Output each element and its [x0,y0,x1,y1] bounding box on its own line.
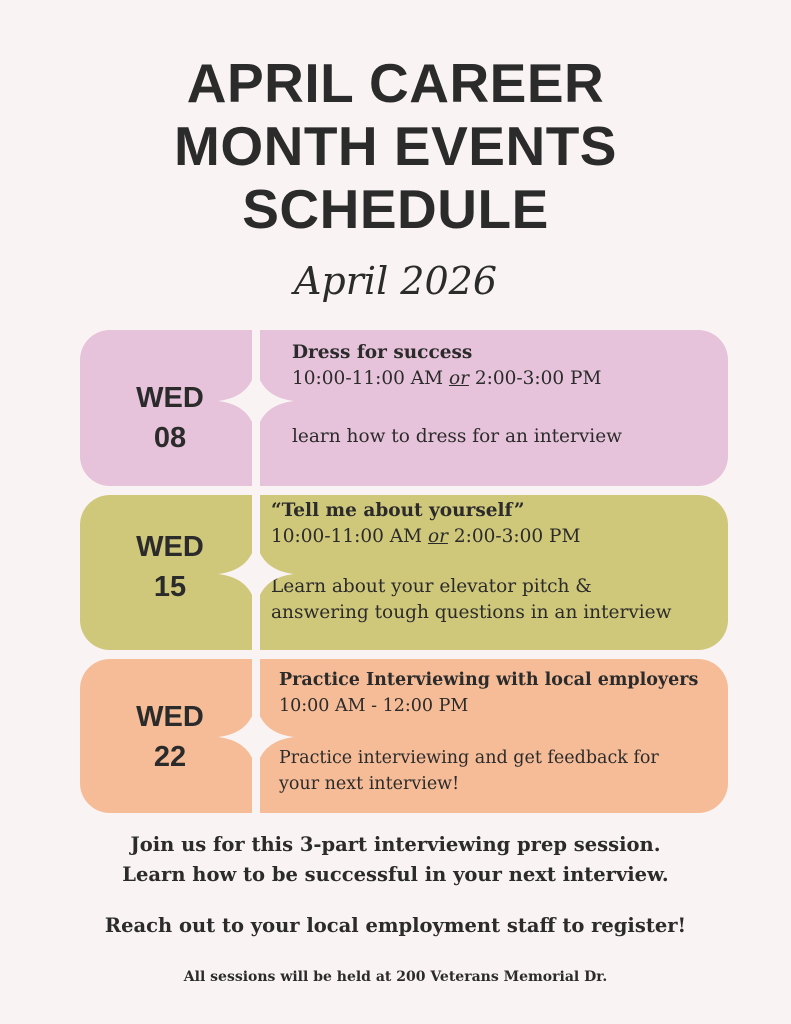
event-time-or: or [448,368,469,389]
event-day: WED [136,531,204,563]
page-title [0,52,791,241]
title-line-2: MONTH EVENTS [174,115,617,177]
footer-register: Reach out to your local employment staff to register! [104,914,687,937]
event-description-line-2: your next interview! [279,774,460,794]
event-title: Practice Interviewing with local employers [279,670,699,690]
event-day: WED [136,382,204,414]
event-info-box [260,330,728,486]
event-time-option-a: 10:00-11:00 AM [271,526,423,547]
footer-location: All sessions will be held at 200 Veterans Memorial Dr. [183,969,608,985]
event-details [279,667,698,797]
event-info-box [260,495,728,650]
event-time [279,693,698,719]
footer-intro [0,830,791,890]
title-line-1: APRIL CAREER [186,52,605,114]
event-description-line-2: answering tough questions in an interview [271,602,672,623]
event-time [271,524,671,550]
event-title: Dress for success [292,342,473,363]
four-point-star-icon [218,702,294,772]
page-subtitle: April 2026 [293,259,498,303]
footer-line-1: Join us for this 3-part interviewing prep session. [130,833,661,856]
event-time-option-b: 2:00-3:00 PM [474,368,602,389]
event-description-line-1: learn how to dress for an interview [292,426,623,447]
event-time-or: or [427,526,448,547]
event-title: “Tell me about yourself” [271,500,525,521]
event-time-option-a: 10:00-11:00 AM [292,368,444,389]
event-description-line-1: Practice interviewing and get feedback for [279,748,659,768]
four-point-star-icon [218,539,294,609]
event-time-option-b: 2:00-3:00 PM [453,526,581,547]
event-card-3 [80,659,728,813]
event-card-2 [80,495,728,650]
event-day-number: 15 [153,571,187,603]
four-point-star-icon [218,366,294,436]
event-time-option-a: 10:00 AM - 12:00 PM [279,696,469,716]
event-time [292,366,622,392]
event-day-number: 08 [153,422,187,454]
event-day: WED [136,701,204,733]
title-line-3: SCHEDULE [242,178,549,240]
event-card-1 [80,330,728,486]
event-details [271,498,671,626]
footer-line-2: Learn how to be successful in your next interview. [122,863,669,886]
event-day-number: 22 [153,741,187,773]
event-details [292,340,622,450]
event-description-line-1: Learn about your elevator pitch & [271,576,592,597]
event-info-box [260,659,728,813]
